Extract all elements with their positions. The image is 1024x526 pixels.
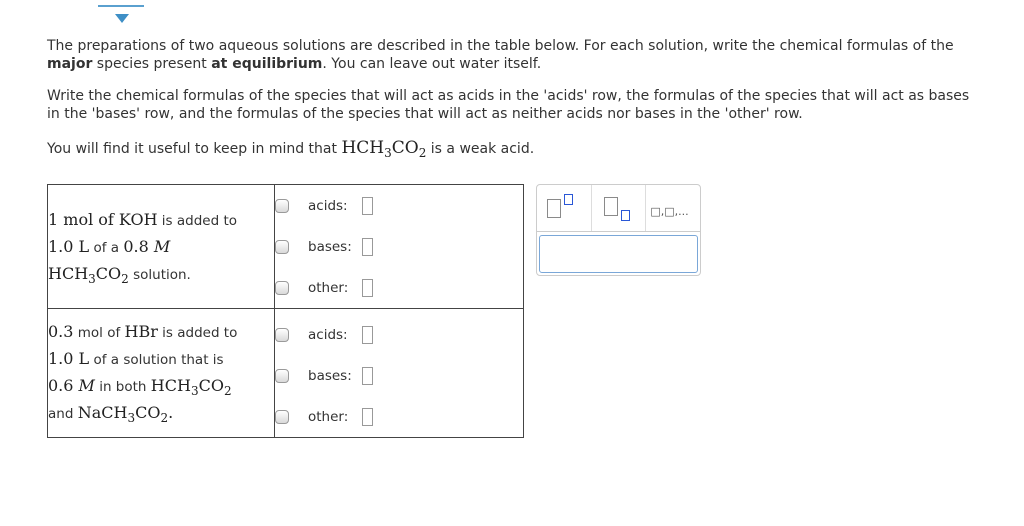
other-answer-input[interactable] (362, 408, 373, 426)
bases-answer-input[interactable] (362, 367, 373, 385)
problem-1-answers (275, 185, 524, 309)
acids-checkbox[interactable] (275, 199, 289, 213)
collapse-caret-icon[interactable] (115, 14, 129, 23)
bases-label: bases: (308, 238, 352, 255)
superscript-button[interactable] (537, 185, 592, 231)
problem-row-2 (48, 309, 524, 438)
instructions-paragraph-2: Write the chemical formulas of the species that will act as acids in the 'acids' row, the formulas of the species that will act as bases in the 'bases' row, and the formulas of the species that will act as neither acids nor bases in the 'other' row. (47, 88, 970, 122)
answer-row-bases (275, 226, 523, 267)
acids-label: acids: (308, 197, 348, 214)
answer-row-other (275, 267, 523, 308)
other-checkbox[interactable] (275, 410, 289, 424)
other-checkbox[interactable] (275, 281, 289, 295)
other-answer-input[interactable] (362, 279, 373, 297)
acids-answer-input[interactable] (362, 326, 373, 344)
formula-entry-field[interactable] (539, 235, 698, 273)
acids-label: acids: (308, 326, 348, 343)
problem-1-description: 1 mol of KOH is added to 1.0 L of a 0.8 M $HCH_3CO_2$ solution. (48, 185, 275, 309)
list-button[interactable] (646, 185, 700, 231)
list-icon: □,□,... (650, 205, 689, 218)
answer-row-bases (275, 355, 523, 396)
bases-label: bases: (308, 367, 352, 384)
palette-toolbar (537, 185, 700, 232)
problem-2-answers (275, 309, 524, 438)
superscript-box-icon (564, 194, 573, 205)
answer-row-other (275, 396, 523, 437)
hint-paragraph: You will find it useful to keep in mind that $HCH_3CO_2$ is a weak acid. (47, 138, 535, 160)
acids-answer-input[interactable] (362, 197, 373, 215)
subscript-button[interactable] (592, 185, 647, 231)
other-label: other: (308, 279, 349, 296)
other-label: other: (308, 408, 349, 425)
problem-row-1 (48, 185, 524, 309)
bases-answer-input[interactable] (362, 238, 373, 256)
base-box-icon (604, 197, 618, 216)
bases-checkbox[interactable] (275, 240, 289, 254)
acids-checkbox[interactable] (275, 328, 289, 342)
math-input-palette (536, 184, 701, 276)
problem-2-description: 0.3 mol of HBr is added to 1.0 L of a solution that is 0.6 M in both $HCH_3CO_2$ and $NaCH_3CO_2$. (48, 309, 275, 438)
top-tab-indicator (98, 5, 144, 7)
base-box-icon (547, 199, 561, 218)
bases-checkbox[interactable] (275, 369, 289, 383)
subscript-box-icon (621, 210, 630, 221)
answer-row-acids (275, 185, 523, 226)
instructions-paragraph-1: The preparations of two aqueous solutions are described in the table below. For each solution, write the chemical formulas of the major species present at equilibrium. You can leave out water itself. (47, 38, 954, 72)
problem-table (47, 184, 524, 438)
answer-row-acids (275, 314, 523, 355)
